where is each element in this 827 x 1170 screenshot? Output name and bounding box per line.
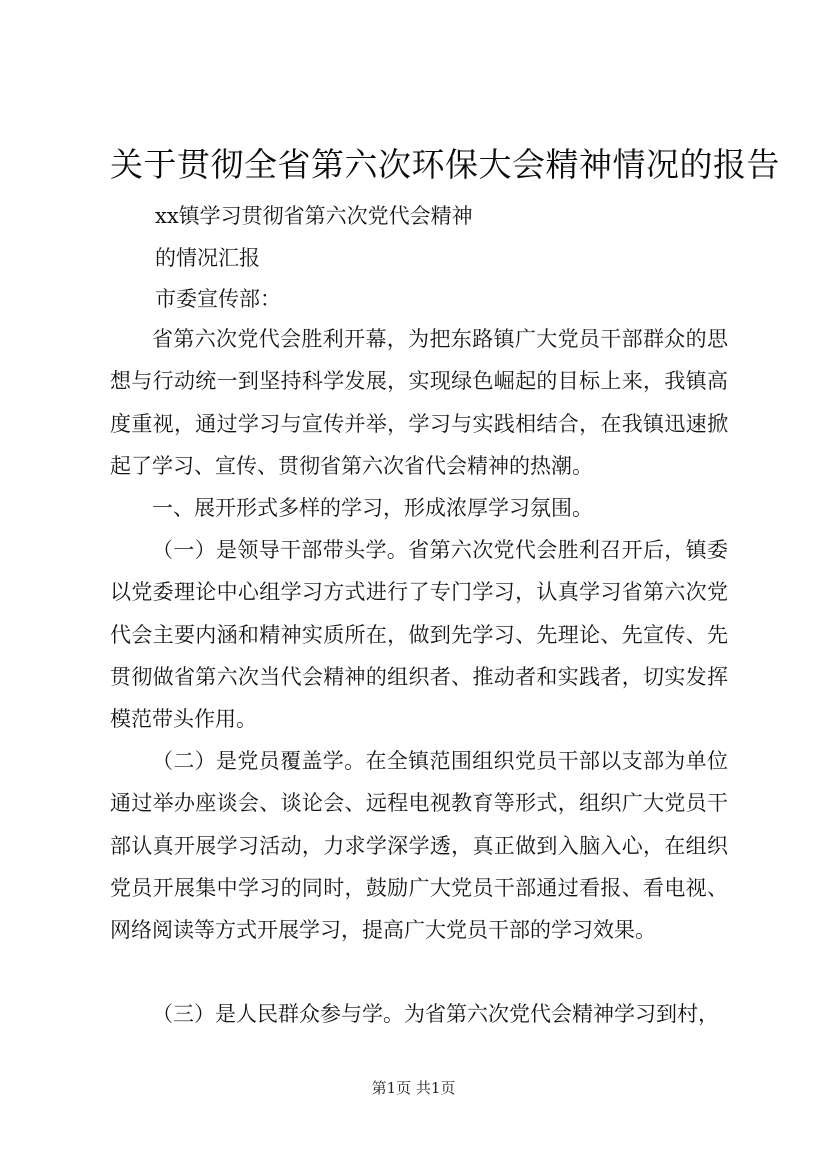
section-heading-1: 一、展开形式多样的学习，形成浓厚学习氛围。 xyxy=(152,496,593,520)
heading-line-2: 的情况汇报 xyxy=(155,246,260,270)
salutation: 市委宣传部： xyxy=(155,287,281,311)
page-number-footer: 第1页 共1页 xyxy=(371,1079,456,1097)
paragraph-members: （二）是党员覆盖学。在全镇范围组织党员干部以支部为单位通过举办座谈会、谈论会、远程电视教育等形式，组织广大党员干部认真开展学习活动，力求学深学透，真正做到入脑入心，在组织党员开展集中学习的同时，鼓励广大党员干部通过看报、看电视、网络阅读等方式开展学习，提高广大党员干部的学习效果。 xyxy=(110,749,728,943)
paragraph-leaders: （一）是领导干部带头学。省第六次党代会胜利召开后，镇委以党委理论中心组学习方式进行了专门学习，认真学习省第六次党代会主要内涵和精神实质所在，做到先学习、先理论、先宣传、先贯彻做省第六次当代会精神的组织者、推动者和实践者，切实发挥模范带头作用。 xyxy=(110,538,728,732)
heading-line-1: xx镇学习贯彻省第六次党代会精神 xyxy=(155,204,473,228)
paragraph-intro: 省第六次党代会胜利开幕，为把东路镇广大党员干部群众的思想与行动统一到坚持科学发展，实现绿色崛起的目标上来，我镇高度重视，通过学习与宣传并举，学习与实践相结合，在我镇迅速掀起了学习、宣传、贯彻省第六次省代会精神的热潮。 xyxy=(110,327,728,478)
document-title: 关于贯彻全省第六次环保大会精神情况的报告 xyxy=(110,145,780,184)
paragraph-public: （三）是人民群众参与学。为省第六次党代会精神学习到村， xyxy=(152,1002,719,1026)
